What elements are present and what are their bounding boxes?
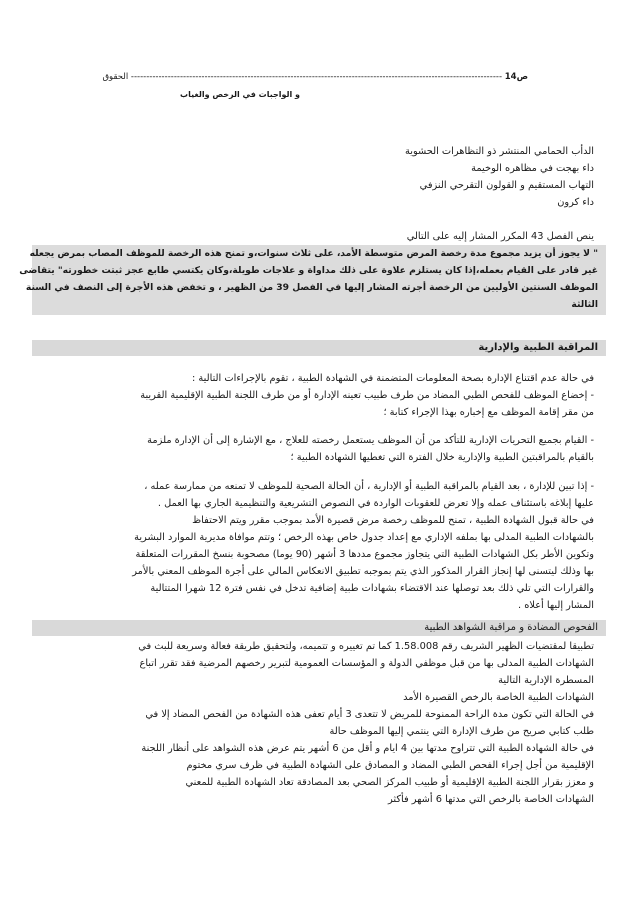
paragraph-line: عليها إبلاغه باستئناف عمله وإلا تعرض للعقوبات الواردة في النصوص التشريعية والتنظيمية الجاري بها العمل . <box>157 498 594 509</box>
disease-list <box>44 143 594 211</box>
section1-paragraph-2 <box>44 432 594 466</box>
paragraph-line: الشهادات الخاصة بالرخص التي مدتها 6 أشهر فأكثر <box>387 794 594 805</box>
disease-item: داء كرون <box>557 197 594 208</box>
paragraph-line: في حالة قبول الشهادة الطبية ، تمنح للموظف رخصة مرض قصيرة الأمد بموجب مقرر ويتم الاحتفاظ <box>192 515 594 526</box>
paragraph-line: من مقر إقامة الموظف مع إخباره بهذا الإجراء كتابة ؛ <box>383 407 594 418</box>
disease-item: داء بهجت في مظاهره الوخيمة <box>471 163 594 174</box>
disease-item: التهاب المستقيم و القولون التقرحي النزفي <box>419 180 594 191</box>
paragraph-line: - إذا تبين للإدارة ، بعد القيام بالمراقبة الطبية أو الإدارية ، أن الحالة الصحية للموظف لا تمنعه من ممارسة عمله ، <box>144 481 594 492</box>
paragraph-line: الشهادات الطبية المدلى بها من قبل موظفي الدولة و المؤسسات العمومية لتبرير رخصهم المرضية فقد تقرر اتباع <box>139 658 594 669</box>
paragraph-line: والقرارات التي تلي ذلك بعد توصلها عند الاقتضاء بشهادات طبية إضافية تدخل في نفس فترة 12 شهرا المتتالية <box>150 583 594 594</box>
section1-paragraph-1 <box>44 370 594 421</box>
header-section-label: الحقوق <box>102 72 129 82</box>
header-dashes: ------------------------------------------------------------------------------------------------------------------------- <box>130 72 503 82</box>
section-title-medical-administrative-control: المراقبة الطبية والإدارية <box>32 340 606 356</box>
paragraph-line: بالقيام بالمراقبتين الطبية والإدارية خلال الفترة التي تغطيها الشهادة الطبية ؛ <box>290 452 594 463</box>
quote-line: غير قادر على القيام بعمله،إذا كان يستلزم علاوة على ذلك مداواة و علاجات طويلة،وكان يكتسي طابع عجز ثبتت خطورته" يتقاضى <box>19 265 598 276</box>
paragraph-line: المشار إليها أعلاه . <box>518 600 594 611</box>
article-intro-text: ينص الفصل 43 المكرر المشار إليه على التالي <box>406 231 594 242</box>
paragraph-line: الإقليمية من أجل إجراء الفحص الطبي المضاد و المصادق على الشهادة الطبية في ظرف سري مختوم <box>186 760 594 771</box>
article-intro <box>44 228 594 245</box>
article-quote <box>19 245 598 313</box>
paragraph-line: تطبيقا لمقتضيات الظهير الشريف رقم 1.58.008 كما تم تغييره و تتميمه، ولتحقيق طريقة فعالة وسريعة للبث في <box>138 641 594 652</box>
paragraph-line: في الحالة التي تكون مدة الراحة الممنوحة للمريض لا تتعدى 3 أيام تعفى هذه الشهادة من الفحص المضاد إلا في <box>145 709 594 720</box>
paragraph-line: في حالة الشهادة الطبية التي تتراوح مدتها بين 4 ايام و أقل من 6 أشهر يتم عرض هذه الشواهد على أنظار اللجنة <box>141 743 594 754</box>
quote-line: الثالثة <box>571 299 598 310</box>
paragraph-line: طلب كتابي صريح من طرف الإدارة التي ينتمي إليها الموظف حالة <box>329 726 594 737</box>
paragraph-line: بها وذلك ليتسنى لها إنجاز القرار المذكور الذي يتم بموجبه تطبيق الانعكاس المالي على أجرة الموظف المعني بالأمر <box>132 566 594 577</box>
disease-item: الدأب الحمامي المنتشر ذو التظاهرات الحشوية <box>405 146 594 157</box>
page-header <box>40 72 528 82</box>
page-number: ص14 <box>504 72 528 82</box>
page-subtitle: و الواجبات في الرخص والغياب <box>180 90 300 99</box>
paragraph-line: - القيام بجميع التحريات الإدارية للتأكد من أن الموظف يستعمل رخصته للعلاج ، مع الإشارة إلى أن الإدارة ملزمة <box>147 435 594 446</box>
paragraph-line: في حالة عدم اقتناع الإدارة بصحة المعلومات المتضمنة في الشهادة الطبية ، تقوم بالإجراءات التالية : <box>192 373 594 384</box>
quote-line: " لا يجوز أن يزيد مجموع مدة رخصة المرض متوسطة الأمد، على ثلاث سنوات،و تمنح هذه الرخصة للموظف المصاب بمرض يجعله <box>29 248 598 259</box>
paragraph-line: الشهادات الطبية الخاصة بالرخص القصيرة الأمد <box>403 692 594 703</box>
paragraph-line: - إخضاع الموظف للفحص الطبي المضاد من طرف طبيب تعينه الإدارة أو من طرف اللجنة الطبية الإقليمية القريبة <box>140 390 594 401</box>
paragraph-line: و معزز بقرار اللجنة الطبية الإقليمية أو طبيب المركز الصحي بعد المصادقة تعاد الشهادة الطبية للمعني <box>185 777 594 788</box>
paragraph-line: وتكوين الأطر بكل الشهادات الطبية التي يتجاوز مجموع مددها 3 أشهر (90 يوما) مصحوبة بنسخ المقررات المتعلقة <box>135 549 594 560</box>
section1-paragraph-3 <box>44 478 594 614</box>
paragraph-line: المسطرة الإدارية التالية <box>498 675 594 686</box>
quote-line: الموظف السنتين الأوليين من الرخصة أجرته المشار إليها في الفصل 39 من الظهير ، و تخفض هذه الأجرة إلى النصف في السنة <box>25 282 598 293</box>
section-title-counter-examinations: الفحوص المضادة و مراقبة الشواهد الطبية <box>32 620 606 636</box>
paragraph-line: بالشهادات الطبية المدلى بها بملفه الإداري مع إعداد جدول خاص بهذه الرخص ؛ وتتم موافاة مديرية الموارد البشرية <box>134 532 594 543</box>
section2-body <box>44 638 594 808</box>
